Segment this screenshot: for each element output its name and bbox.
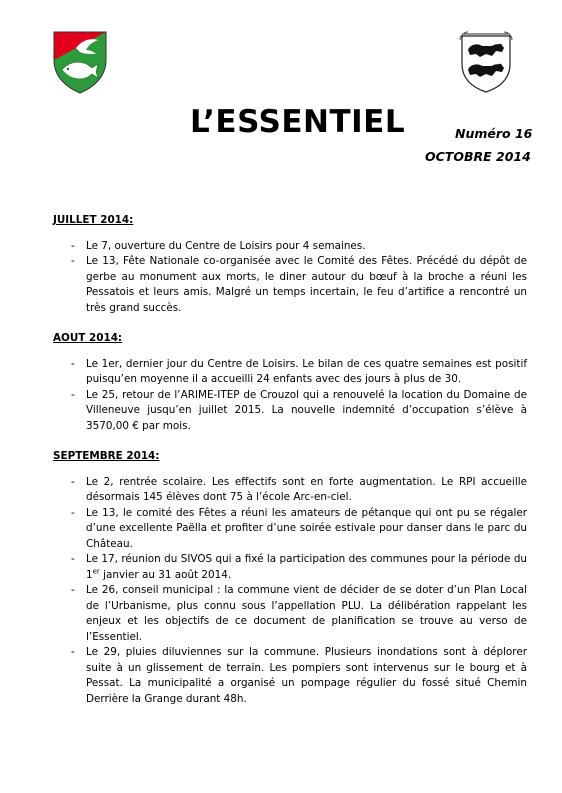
event-list — [53, 475, 527, 708]
section-july — [53, 213, 527, 316]
list-item — [53, 388, 527, 435]
event-text-tail: janvier au 31 août 2014. — [99, 568, 232, 581]
list-item — [53, 645, 527, 707]
bullet-dash: - — [71, 584, 75, 596]
normandy-logo-right — [456, 30, 516, 94]
bullet-dash: - — [71, 239, 75, 252]
event-text: Le 25, retour de l’ARIME-ITEP de Crouzol qui a renouvelé la location du Domaine de Villeneuve jusqu’en juillet 2015. La nouvelle indemnité d’occupation s’élève à 3570,00 € par mois. — [86, 388, 527, 432]
newsletter-content — [53, 213, 527, 722]
issue-number: Numéro 16 — [455, 126, 533, 141]
bullet-dash: - — [71, 475, 75, 488]
section-title: SEPTEMBRE 2014: — [53, 450, 160, 462]
bullet-dash: - — [71, 388, 75, 401]
section-title: AOUT 2014: — [53, 332, 123, 344]
event-text: Le 13, le comité des Fêtes a réuni les amateurs de pétanque qui ont pu se régaler d’une excellente Paëlla et profiter d’une soirée estivale pour danser dans le parc du Château. — [86, 506, 527, 550]
list-item — [53, 583, 527, 645]
bullet-dash: - — [71, 553, 75, 565]
event-text: Le 7, ouverture du Centre de Loisirs pour 4 semaines. — [86, 239, 366, 252]
section-september — [53, 449, 527, 707]
bullet-dash: - — [71, 506, 75, 519]
section-august — [53, 331, 527, 434]
issue-date: OCTOBRE 2014 — [425, 149, 531, 164]
section-title: JUILLET 2014: — [53, 214, 134, 226]
bullet-dash: - — [71, 646, 75, 658]
coat-of-arms-left-icon — [52, 30, 108, 94]
normandy-leopards-icon — [456, 30, 516, 94]
bullet-dash: - — [71, 357, 75, 370]
list-item — [53, 239, 527, 255]
event-list — [53, 239, 527, 317]
list-item — [53, 357, 527, 388]
event-list — [53, 357, 527, 435]
event-text: Le 17, réunion du SIVOS qui a fixé la participation des communes pour la période du 1 — [86, 553, 527, 581]
list-item — [53, 552, 527, 583]
event-text: Le 2, rentrée scolaire. Les effectifs sont en forte augmentation. Le RPI accueille désormais 145 élèves dont 75 à l’école Arc-en-ciel. — [86, 475, 527, 503]
list-item — [53, 475, 527, 506]
event-text: Le 1er, dernier jour du Centre de Loisirs. Le bilan de ces quatre semaines est positif puisqu’en moyenne il a accueilli 24 enfants avec des jours à plus de 30. — [86, 357, 527, 385]
bullet-dash: - — [71, 255, 75, 267]
newsletter-title: L’ESSENTIEL — [190, 104, 406, 140]
event-text: Le 26, conseil municipal : la commune vient de décider de se doter d’un Plan Local de l’Urbanisme, plus connu sous l’appellation PLU. La délibération rappelant les enjeux et les objectifs de ce document de planification se trouve au verso de l’Essentiel. — [86, 584, 527, 643]
list-item — [53, 506, 527, 553]
event-text: Le 29, pluies diluviennes sur la commune. Plusieurs inondations sont à déplorer suite à un glissement de terrain. Les pompiers sont intervenus sur le bourg et à Pessat. La municipalité a organisé un pompage régulier du fossé situé Chemin Derrière la Grange durant 48h. — [86, 646, 527, 705]
event-text: Le 13, Fête Nationale co-organisée avec le Comité des Fêtes. Précédé du dépôt de gerbe au monument aux morts, le diner autour du bœuf à la broche a réuni les Pessatois et leurs amis. Malgré un temps incertain, le feu d’artifice a rencontré un très grand succès. — [86, 255, 527, 314]
ordinal-superscript: er — [92, 567, 100, 576]
commune-logo-left — [52, 30, 108, 94]
list-item — [53, 254, 527, 316]
